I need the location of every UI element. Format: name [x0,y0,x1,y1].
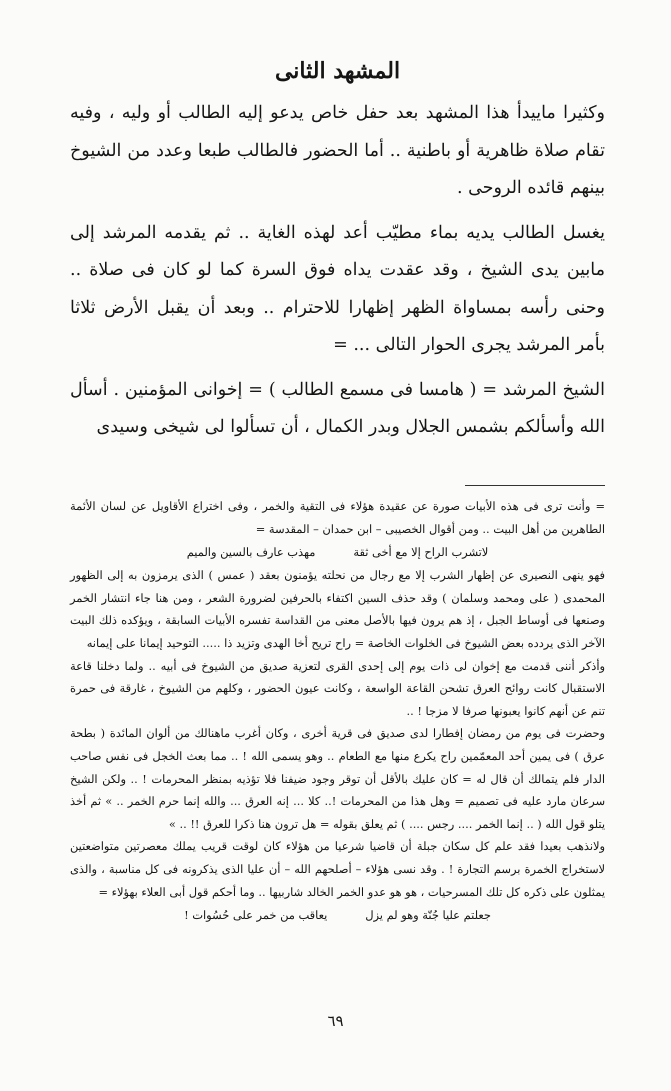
footnote-divider [465,485,605,486]
verse-couplet [70,540,605,564]
footnote-paragraph: ولانذهب بعيدا فقد علم كل سكان جبلة أن قاضيا شرعيا من هؤلاء كان لوقت قريب يملك معصرتين متواضعتين لاستخراج الخمرة برسم التجارة ! . وقد نسى هؤلاء – أصلحهم الله – أن عليا الذى يذكرونه فى كل مناسبة ، والذى يمثلون على ذكره كل تلك المسرحيات ، هو هو عدو الخمر الخالد شاربيها .. وما أحكم قول أبى العلاء بهؤلاء = [70,839,605,899]
footnote-paragraph: وحضرت فى يوم من رمضان إفطارا لدى صديق فى قرية أخرى ، وكان أغرب ماهنالك من ألوان المائدة ( بطحة عرق ) فى يمين أحد المعمّمين راح يكرع منها مع الطعام .. وهو يسمى الله ! .. مما بعث الخجل فى نفس صاحب الدار فلم يتمالك أن قال له = كان عليك بالأقل أن توقر وجود ضيفنا فلا تؤذيه بمنظر المحرمات ! .. ولكن الشيخ سرعان مارد عليه فى تصميم = وهل هذا من المحرمات !.. كلا ... إنه العرق ... والله إنما حرم الخمر .. » ثم أخذ يتلو قول الله ( .. إنما الخمر .... رجس .... ) ثم يعلق بقوله = هل ترون هنا ذكرا للعرق !! .. » [70,726,605,831]
verse-couplet [70,903,605,927]
section-title: المشهد الثانى [274,58,401,84]
page [70,55,605,923]
paragraph-intro: وكثيرا ماييدأ هذا المشهد بعد حفل خاص يدعو إليه الطالب أو وليه ، وفيه تقام صلاة ظاهرية أو باطنية .. أما الحضور فالطالب طبعا وعدد من الشيوخ بينهم قائده الروحى . [70,103,605,198]
verse-first-hemistich: لاتشرب الراح إلا مع أخى ثقة [353,545,489,560]
paragraph-ritual: يغسل الطالب يديه بماء مطيّب أعد لهذه الغاية .. ثم يقدمه المرشد إلى مابين يدى الشيخ ، وقد عقدت يداه فوق السرة كما لو كان فى صلاة .. وحنى رأسه بمساواة الظهر إظهارا للاحترام .. وبعد أن يقبل الأرض ثلاثا بأمر المرشد يجرى الحوار التالى ... = [70,222,605,355]
footnote-paragraph: فهو ينهى النصيرى عن إظهار الشرب إلا مع رجال من نحلته يؤمنون بعقد ( عمس ) الذى يرمزون به إلى الظهور المحمدى ( على ومحمد وسلمان ) وقد حذف السين اكتفاء بالحرفين لضرورة الشعر ، ومن هنا جاء انتشار الخمر وصنعها فى أوساط الجبل ، إذ هم يرون فيها بالأصل معنى من القداسة تفسره الأبيات السابقة ، ويؤكده ذلك البيت الآخر الذى يردده بعض الشيوخ فى الخلوات الخاصة = راح تريح أخا الهدى وتزيد ذا ..... التوحيد إيمانا على إيمانه [70,568,605,650]
verse-first-hemistich: جعلتم عليا جُنّة وهو لم يزل [365,908,491,923]
footnotes [70,495,605,927]
footnote-continuation: = وأنت ترى فى هذه الأبيات صورة عن عقيدة هؤلاء فى التقية والخمر ، وفى اختراع الأقاويل عن لسان الأئمة الطاهرين من أهل البيت .. ومن أقوال الخصيبى – ابن حمدان – المقدسة = [70,499,605,536]
page-number: ٦٩ [327,1012,344,1030]
footnote-paragraph: وأذكر أننى قدمت مع إخوان لى ذات يوم إلى إحدى القرى لتعزية صديق من الشيوخ فى أبيه .. ولما دخلنا قاعة الاستقبال كانت روائح العرق تشحن القاعة الواسعة ، وكانت عيون الحضور ، وكلهم من الشيوخ ، غارقة فى حمرة تنم عن أنهم كانوا يعبونها صرفا لا مزجا ! .. [70,658,605,718]
verse-second-hemistich: مهذب عارف بالسين والميم [186,545,316,560]
paragraph-dialogue: الشيخ المرشد = ( هامسا فى مسمع الطالب ) = إخوانى المؤمنين . أسأل الله وأسألكم بشمس الجلال وبدر الكمال ، أن تسألوا لى شيخى وسيدى [70,379,605,437]
verse-second-hemistich: يعاقب من خمر على حُسُوات ! [184,908,328,923]
